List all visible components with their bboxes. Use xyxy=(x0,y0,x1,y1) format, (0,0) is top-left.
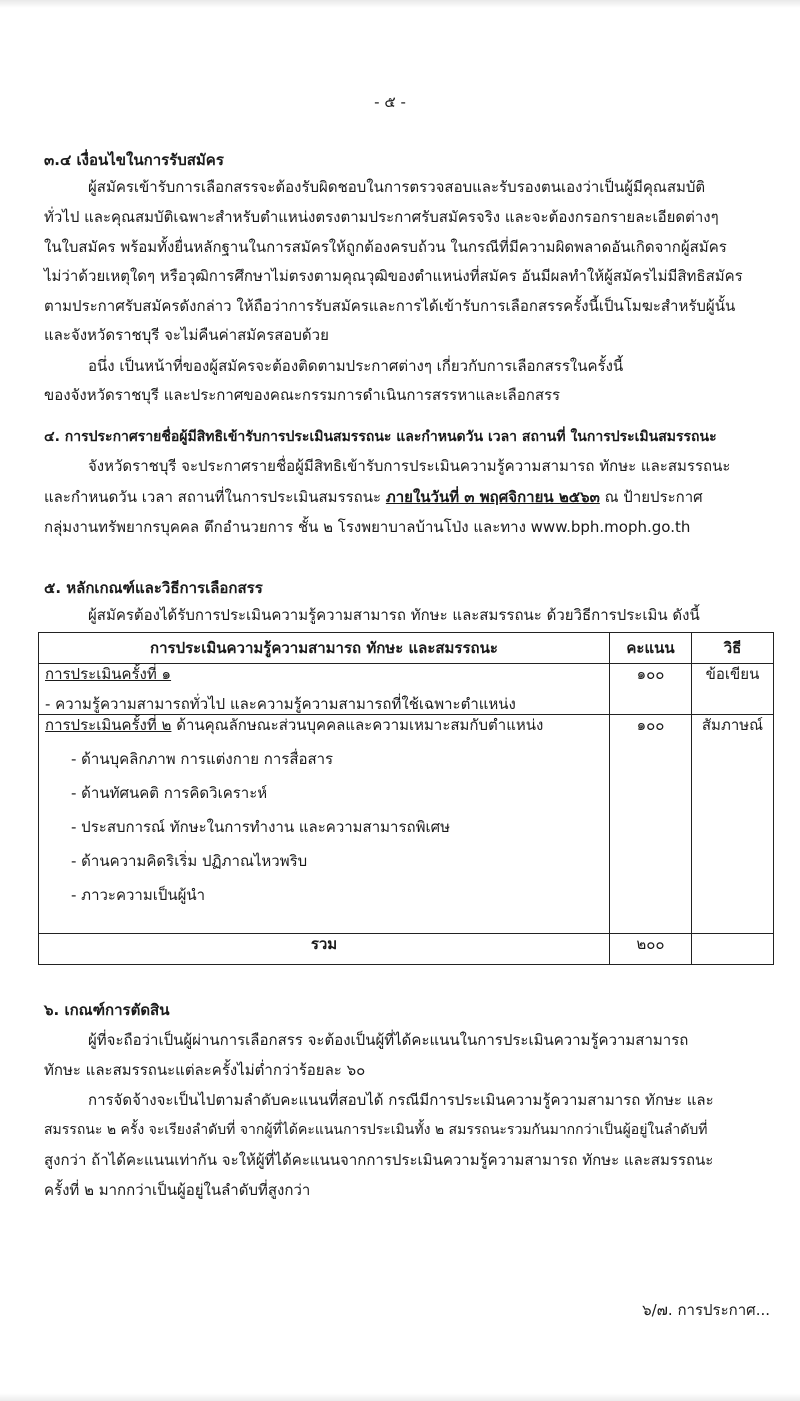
table-intro: ผู้สมัครต้องได้รับการประเมินความรู้ความสามารถ ทักษะ และสมรรถนะ ด้วยวิธีการประเมิน ดังนี้ xyxy=(88,606,700,624)
page-bottom-edge xyxy=(0,1393,800,1401)
paragraph-line: ผู้สมัครเข้ารับการเลือกสรรจะต้องรับผิดชอบในการตรวจสอบและรับรองตนเองว่าเป็นผู้มีคุณสมบัติ xyxy=(88,178,706,196)
assessment-2-score: ๑๐๐ xyxy=(610,715,692,934)
assessment-2-title: การประเมินครั้งที่ ๒ xyxy=(45,716,172,734)
paragraph-line: การจัดจ้างจะเป็นไปตามลำดับคะแนนที่สอบได้ กรณีมีการประเมินความรู้ความสามารถ ทักษะ และ xyxy=(88,1091,714,1109)
paragraph-line: จังหวัดราชบุรี จะประกาศรายชื่อผู้มีสิทธิเข้ารับการประเมินความรู้ความสามารถ ทักษะ และสมรรถนะ xyxy=(88,457,731,475)
header-score: คะแนน xyxy=(610,633,692,664)
paragraph-line: ทักษะ และสมรรถนะแต่ละครั้งไม่ต่ำกว่าร้อยละ ๖๐ xyxy=(44,1061,366,1079)
paragraph-line: ผู้ที่จะถือว่าเป็นผู้ผ่านการเลือกสรร จะต้องเป็นผู้ที่ได้คะแนนในการประเมินความรู้ความสามารถ xyxy=(88,1031,689,1049)
assessment-1-cell xyxy=(39,664,610,715)
section-6-heading: ๖. เกณฑ์การตัดสิน xyxy=(44,1001,170,1019)
assessment-2-method: สัมภาษณ์ xyxy=(692,715,774,934)
assessment-1-detail: - ความรู้ความสามารถทั่วไป และความรู้ความสามารถที่ใช้เฉพาะตำแหน่ง xyxy=(45,695,516,713)
table-header-row xyxy=(39,633,774,664)
paragraph-line xyxy=(44,487,703,507)
paragraph-line: สมรรถนะ ๒ ครั้ง จะเรียงลำดับที่ จากผู้ที่ได้คะแนนการประเมินทั้ง ๒ สมรรถนะรวมกันมากกว่าเป็นผู้อยู่ในลำดับที่ xyxy=(44,1122,708,1138)
paragraph-line: ของจังหวัดราชบุรี และประกาศของคณะกรรมการดำเนินการสรรหาและเลือกสรร xyxy=(44,386,561,404)
header-criteria: การประเมินความรู้ความสามารถ ทักษะ และสมรรถนะ xyxy=(39,633,610,664)
paragraph-line: ทั่วไป และคุณสมบัติเฉพาะสำหรับตำแหน่งตรงตามประกาศรับสมัครจริง และจะต้องกรอกรายละเอียดต่างๆ xyxy=(44,208,719,226)
section-4-heading: ๔. การประกาศรายชื่อผู้มีสิทธิเข้ารับการประเมินสมรรถนะ และกำหนดวัน เวลา สถานที่ ในการประเมินสมรรถนะ xyxy=(44,429,717,445)
page-top-edge xyxy=(0,0,800,8)
table-total-row xyxy=(39,934,774,965)
announce-date-suffix: ณ ป้ายประกาศ xyxy=(599,488,703,506)
assessment-1-title: การประเมินครั้งที่ ๑ xyxy=(45,665,172,683)
total-label: รวม xyxy=(39,934,610,965)
paragraph-line: สูงกว่า ถ้าได้คะแนนเท่ากัน จะให้ผู้ที่ได้คะแนนจากการประเมินความรู้ความสามารถ ทักษะ และสมรรถนะ xyxy=(44,1151,714,1169)
announce-date: ภายในวันที่ ๓ พฤศจิกายน ๒๕๖๓ xyxy=(385,488,600,506)
paragraph-line: กลุ่มงานทรัพยากรบุคคล ตึกอำนวยการ ชั้น ๒ โรงพยาบาลบ้านโป่ง และทาง www.bph.moph.go.th xyxy=(44,518,691,536)
paragraph-line: ไม่ว่าด้วยเหตุใดๆ หรือวุฒิการศึกษาไม่ตรงตามคุณวุฒิของตำแหน่งที่สมัคร อันมีผลทำให้ผู้สมัครไม่มีสิทธิสมัคร xyxy=(44,267,743,285)
header-method: วิธี xyxy=(692,633,774,664)
footer-continuation: ๖/๗. การประกาศ... xyxy=(642,1301,770,1319)
table-row xyxy=(39,664,774,715)
assessment-1-score: ๑๐๐ xyxy=(610,664,692,715)
assessment-2-item: - ประสบการณ์ ทักษะในการทำงาน และความสามารถพิเศษ xyxy=(71,818,451,836)
assessment-2-cell xyxy=(39,715,610,934)
paragraph-line: ครั้งที่ ๒ มากกว่าเป็นผู้อยู่ในลำดับที่สูงกว่า xyxy=(44,1181,311,1199)
assessment-2-title-rest: ด้านคุณลักษณะส่วนบุคคลและความเหมาะสมกับตำแหน่ง xyxy=(171,716,544,734)
assessment-2-item: - ด้านบุคลิกภาพ การแต่งกาย การสื่อสาร xyxy=(71,750,334,768)
table-row xyxy=(39,715,774,934)
page-number: - ๕ - xyxy=(374,93,406,111)
announce-date-prefix: และกำหนดวัน เวลา สถานที่ในการประเมินสมรรถนะ xyxy=(44,488,386,506)
section-3-4-heading: ๓.๔ เงื่อนไขในการรับสมัคร xyxy=(44,151,224,169)
total-score: ๒๐๐ xyxy=(610,934,692,965)
assessment-1-method: ข้อเขียน xyxy=(692,664,774,715)
paragraph-line: และจังหวัดราชบุรี จะไม่คืนค่าสมัครสอบด้วย xyxy=(44,326,329,344)
paragraph-line: อนึ่ง เป็นหน้าที่ของผู้สมัครจะต้องติดตามประกาศต่างๆ เกี่ยวกับการเลือกสรรในครั้งนี้ xyxy=(88,357,624,375)
assessment-2-item: - ด้านความคิดริเริ่ม ปฏิภาณไหวพริบ xyxy=(71,852,308,870)
assessment-2-item: - ภาวะความเป็นผู้นำ xyxy=(71,886,206,904)
criteria-table xyxy=(38,632,774,965)
assessment-2-item: - ด้านทัศนคติ การคิดวิเคราะห์ xyxy=(71,784,268,802)
paragraph-line: ในใบสมัคร พร้อมทั้งยื่นหลักฐานในการสมัครให้ถูกต้องครบถ้วน ในกรณีที่มีความผิดพลาดอันเกิดจากผู้สมัคร xyxy=(44,238,727,256)
paragraph-line: ตามประกาศรับสมัครดังกล่าว ให้ถือว่าการรับสมัครและการได้เข้ารับการเลือกสรรครั้งนี้เป็นโมฆะสำหรับผู้นั้น xyxy=(44,297,736,315)
total-method-empty xyxy=(692,934,774,965)
section-5-heading: ๕. หลักเกณฑ์และวิธีการเลือกสรร xyxy=(44,579,263,597)
